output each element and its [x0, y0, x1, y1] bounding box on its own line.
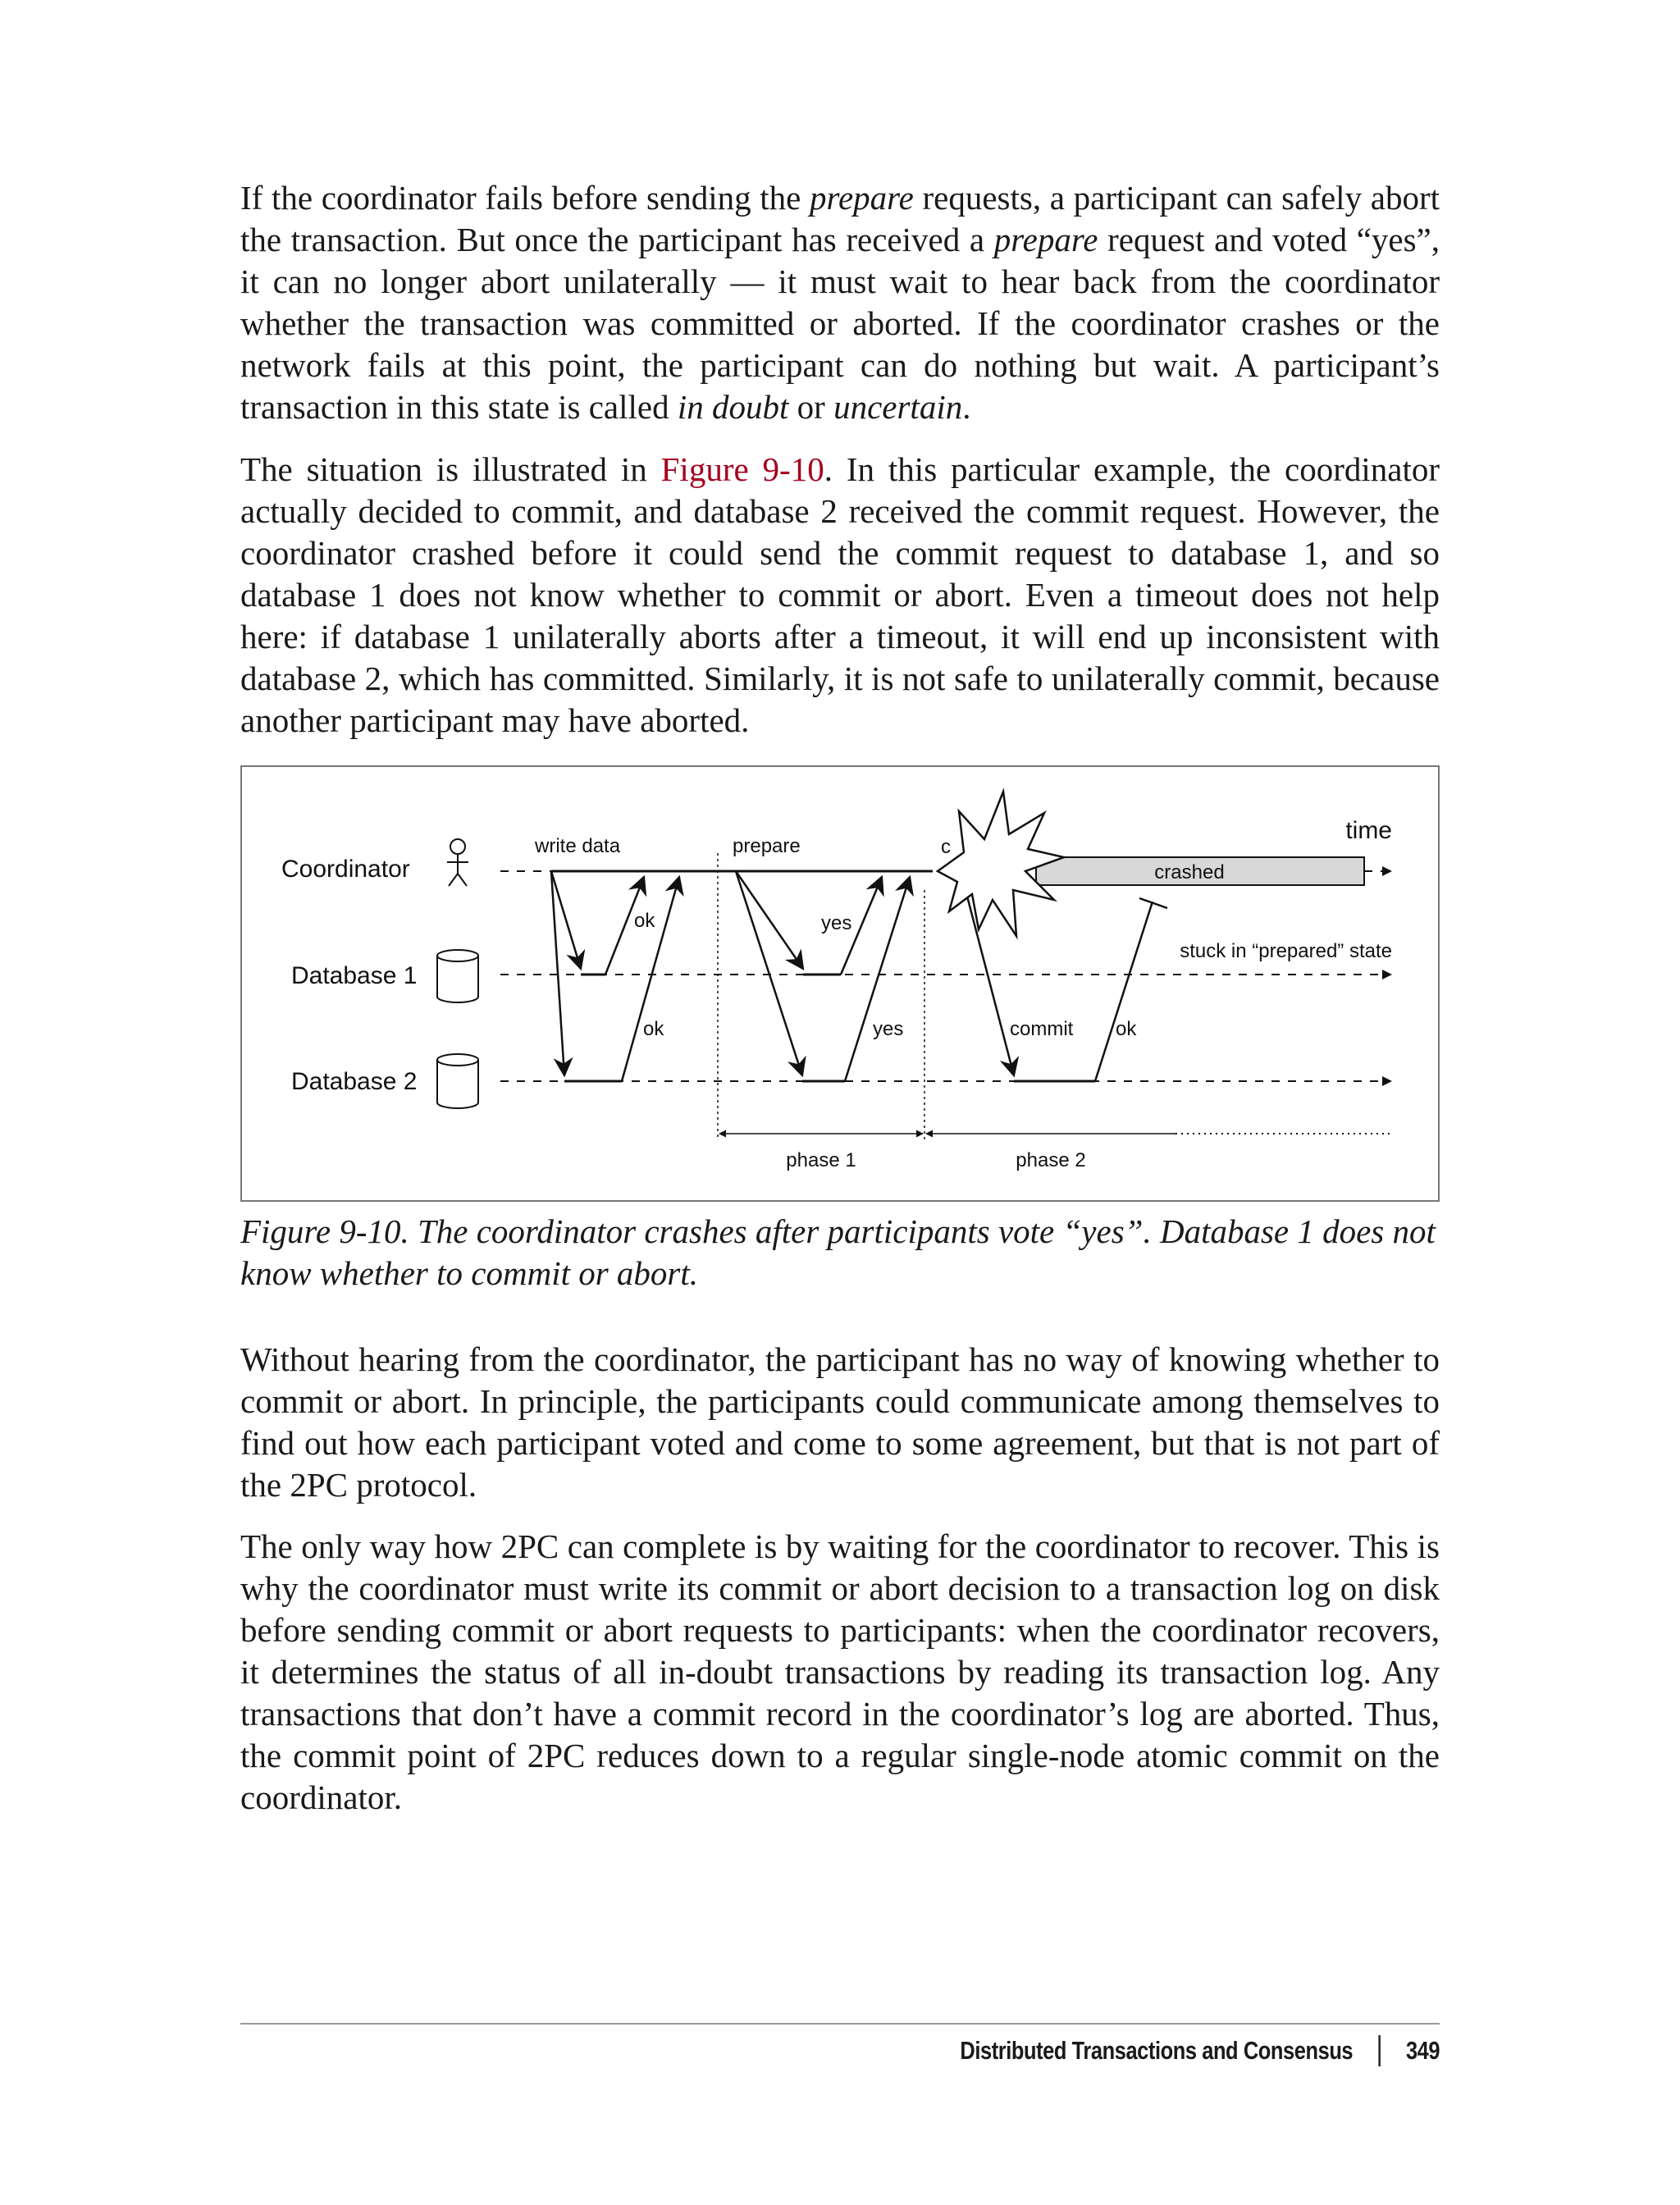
figure-caption: Figure 9-10. The coordinator crashes after participants vote “yes”. Database 1 does not know whether to commit or abort. — [240, 1212, 1436, 1292]
crash-explosion-icon — [938, 792, 1064, 936]
msg-ok-db2-commit: ok — [1116, 1018, 1137, 1040]
timeline-arrowhead — [1382, 970, 1392, 979]
lane-label-database-2: Database 2 — [291, 1068, 418, 1095]
paragraph-4: The only way how 2PC can complete is by waiting for the coordinator to recover. This is why the coordinator must write its commit or abort decision to a transaction log on disk before sending commit or abort requests to participants: when the coordinator recovers, it determines the status of all in-doubt transactions by reading its transaction log. Any transactions that don’t have a commit record in the coordinator’s log are aborted. Thus, the commit point of 2PC reduces down to a regular single-node atomic commit on the coordinator. — [240, 1527, 1440, 1816]
timeline-arrowhead — [1382, 866, 1392, 876]
ok-db2-to-coordinator — [622, 877, 679, 1081]
prepare-to-db2 — [736, 871, 802, 1075]
ok-db2-lost — [1095, 902, 1153, 1081]
phase-2-label: phase 2 — [1016, 1149, 1086, 1171]
lost-message-cross — [1139, 898, 1167, 908]
lane-label-database-1: Database 1 — [291, 962, 418, 989]
time-label: time — [1345, 817, 1392, 844]
stuck-label: stuck in “prepared” state — [1180, 940, 1392, 962]
msg-prepare: prepare — [733, 835, 801, 857]
commit-label-partial: c — [941, 836, 951, 858]
two-phase-commit-diagram — [242, 767, 1441, 1203]
msg-ok-db2: ok — [643, 1018, 664, 1040]
lane-label-coordinator: Coordinator — [281, 856, 410, 883]
figure-link[interactable]: Figure 9-10 — [660, 450, 824, 488]
msg-yes-db2: yes — [873, 1018, 904, 1040]
footer-rule — [240, 2023, 1440, 2025]
figure-9-10 — [240, 765, 1440, 1202]
paragraph-1: If the coordinator fails before sending the prepare requests, a participant can safely abort the transaction. But once the participant has received a prepare request and voted “yes”, it can no longer abort unilaterally — it must wait to hear back from the coordinator whether the transaction was committed or aborted. If the coordinator crashes or the network fails at this point, the participant can do nothing but wait. A participant’s transaction in this state is called in doubt or uncertain. — [240, 179, 1440, 426]
crashed-label: crashed — [1154, 861, 1225, 883]
msg-commit: commit — [1010, 1018, 1074, 1040]
yes-db2-to-coordinator — [845, 877, 910, 1081]
msg-write-data: write data — [535, 835, 621, 857]
msg-ok-db1: ok — [634, 910, 655, 932]
database-icon — [437, 950, 478, 1002]
running-footer — [960, 2030, 1440, 2071]
person-icon — [447, 839, 468, 886]
write-data-to-db2 — [551, 871, 564, 1075]
prepare-to-db1 — [736, 871, 803, 969]
phase-1-label: phase 1 — [786, 1149, 856, 1171]
database-icon — [437, 1054, 478, 1108]
paragraph-3: Without hearing from the coordinator, the participant has no way of knowing whether to commit or abort. In principle, the participants could communicate among themselves to find out how each participant voted and come to some agreement, but that is not part of the 2PC protocol. — [240, 1340, 1440, 1504]
timeline-arrowhead — [1382, 1076, 1392, 1086]
page-number: 349 — [1405, 2036, 1440, 2065]
footer-title: Distributed Transactions and Consensus — [960, 2036, 1354, 2065]
msg-yes-db1: yes — [821, 912, 852, 934]
footer-separator — [1378, 2035, 1380, 2066]
paragraph-2: The situation is illustrated in Figure 9-10. In this particular example, the coordinator actually decided to commit, and database 2 received the commit request. However, the coordinator crashed before it could send the commit request to database 1, and so database 1 does not know whether to commit or abort. Even a timeout does not help here: if database 1 unilaterally aborts after a timeout, it will end up inconsistent with database 2, which has committed. Similarly, it is not safe to unilaterally commit, because another participant may have aborted. — [240, 450, 1440, 739]
